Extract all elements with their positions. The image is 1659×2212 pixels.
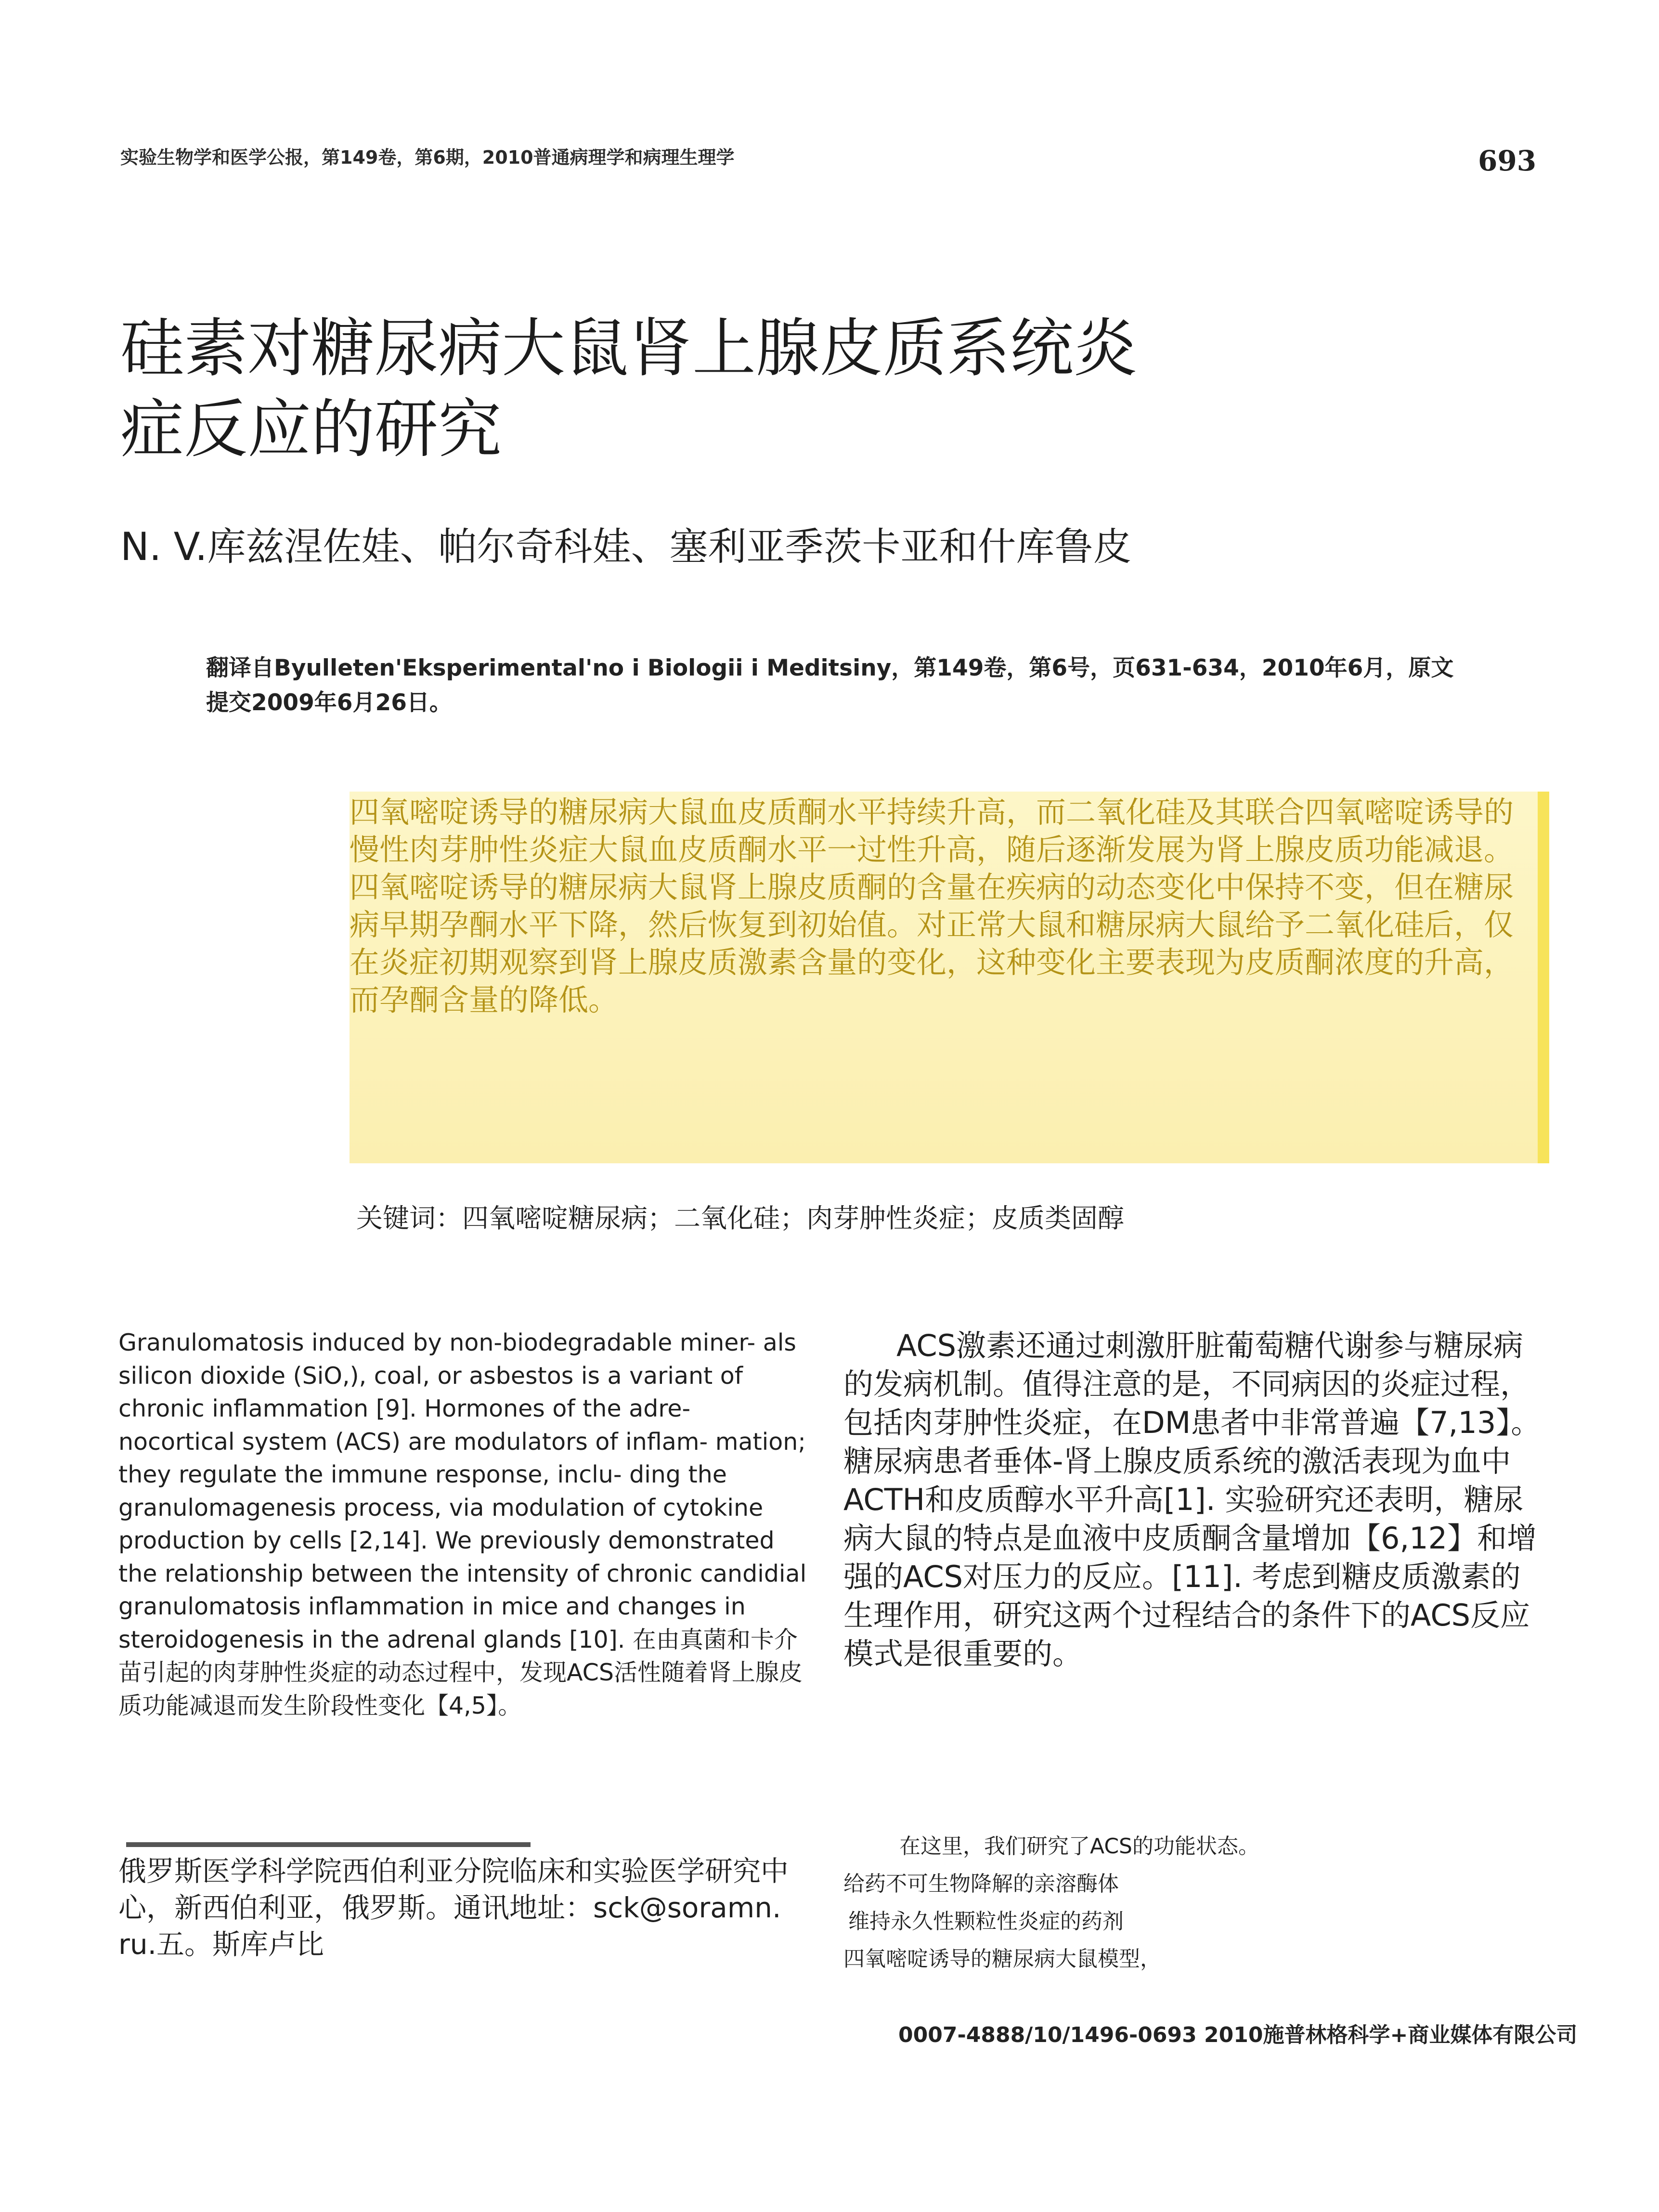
affiliation-footnote: 俄罗斯医学科学院西伯利亚分院临床和实验医学研究中心，新西伯利亚，俄罗斯。通讯地址：sck@soramn. ru.五。斯库卢比 (118, 1855, 789, 1961)
body-right-column: ACS激素还通过刺激肝脏葡萄糖代谢参与糖尿病的发病机制。值得注意的是，不同病因的炎症过程，包括肉芽肿性炎症，在DM患者中非常普遍【7,13】。糖尿病患者垂体-肾上腺皮质系统的激活表现为血中ACTH和皮质醇水平升高[1]. 实验研究还表明，糖尿病大鼠的特点是血液中皮质酮含量增加【6,12】和增强的ACS对压力的反应。[11]. 考虑到糖皮质激素的生理作用，研究这两个过程结合的条件下的ACS反应模式是很重要的。 (843, 1328, 1541, 1671)
article-title: 硅素对糖尿病大鼠肾上腺皮质系统炎症反应的研究 (120, 312, 1137, 467)
right-footnote (843, 1828, 1542, 1978)
keywords: 关键词：四氧嘧啶糖尿病；二氧化硅；肉芽肿性炎症；皮质类固醇 (356, 1203, 1125, 1234)
journal-header: 实验生物学和医学公报，第149卷，第6期，2010普通病理学和病理生理学 (120, 147, 735, 168)
authors: N. V.库兹涅佐娃、帕尔奇科娃、塞利亚季茨卡亚和什库鲁皮 (120, 524, 1132, 569)
body-left-column: Granulomatosis induced by non-biodegradable miner- als silicon dioxide (SiO,), coal, or asbestos is a variant of chronic inflammation [9]. Hormones of the adre- nocortical system (ACS) are modulators of inflam- mation; they regulate the immune response, inclu- ding the granulomagenesis process, via modulation of cytokine production by cells [2,14]. We previously demonstrated the relationship between the intensity of chronic candidial granulomatosis inflammation in mice and changes in steroidogenesis in the adrenal glands [10]. 在由真菌和卡介苗引起的肉芽肿性炎症的动态过程中，发现ACS活性随着肾上腺皮质功能减退而发生阶段性变化【4,5】。 (118, 1329, 807, 1719)
translation-note: 翻译自Byulleten'Eksperimental'no i Biologii i Meditsiny，第149卷，第6号，页631-634，2010年6月，原文提交2009年6月26日。 (206, 655, 1454, 716)
page-number: 693 (1478, 144, 1537, 177)
footnote-line: 给药不可生物降解的亲溶酶体 (843, 1872, 1119, 1896)
copyright-line: 0007-4888/10/1496-0693 2010施普林格科学+商业媒体有限公司 (898, 2023, 1578, 2047)
footnote-line: 维持永久性颗粒性炎症的药剂 (848, 1909, 1124, 1934)
footnote-divider (126, 1842, 531, 1847)
footnote-line: 四氧嘧啶诱导的糖尿病大鼠模型， (843, 1947, 1161, 1971)
abstract-text: 四氧嘧啶诱导的糖尿病大鼠血皮质酮水平持续升高，而二氧化硅及其联合四氧嘧啶诱导的慢性肉芽肿性炎症大鼠血皮质酮水平一过性升高，随后逐渐发展为肾上腺皮质功能减退。四氧嘧啶诱导的糖尿病大鼠肾上腺皮质酮的含量在疾病的动态变化中保持不变，但在糖尿病早期孕酮水平下降，然后恢复到初始值。对正常大鼠和糖尿病大鼠给予二氧化硅后，仅在炎症初期观察到肾上腺皮质激素含量的变化，这种变化主要表现为皮质酮浓度的升高，而孕酮含量的降低。 (350, 794, 1514, 1017)
footnote-line: 在这里，我们研究了ACS的功能状态。 (899, 1834, 1259, 1859)
